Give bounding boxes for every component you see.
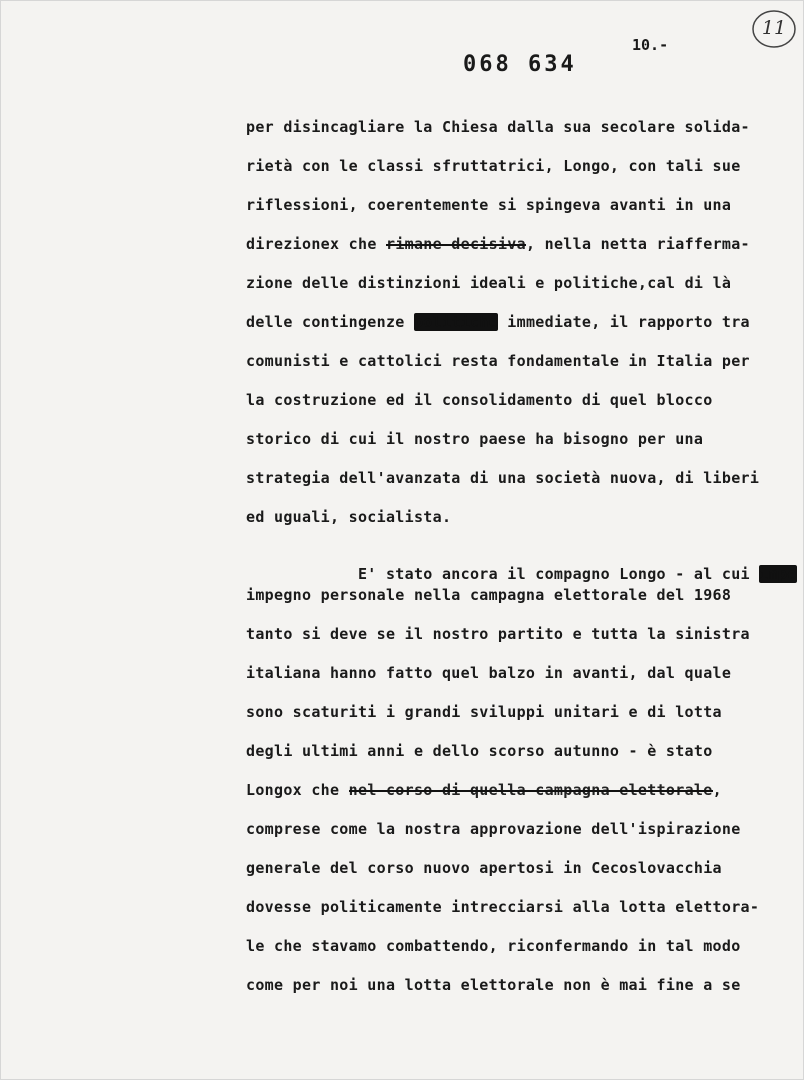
text-line-8: la costruzione ed il consolidamento di quel blocco (246, 391, 713, 409)
text-line-17: degli ultimi anni e dello scorso autunno - è stato (246, 742, 713, 760)
text-segment: E' stato ancora il compagno Longo - al cui (283, 565, 760, 583)
text-line-22: le che stavamo combattendo, riconfermando in tal modo (246, 937, 741, 955)
text-segment: direzione (246, 235, 330, 253)
text-line-6 (246, 313, 750, 331)
text-line-4 (246, 235, 750, 253)
text-segment: , (712, 781, 722, 799)
text-line-15: italiana hanno fatto quel balzo in avanti, dal quale (246, 664, 732, 682)
text-line-13: impegno personale nella campagna elettorale del 1968 (246, 586, 732, 604)
text-line-5 (246, 274, 731, 292)
text-segment: immediate, il rapporto tra (497, 313, 750, 331)
circled-number: 11 (761, 17, 787, 39)
text-segment: al di là (656, 274, 732, 292)
text-line-9: storico di cui il nostro paese ha bisogno per una (246, 430, 704, 448)
text-line-10: strategia dell'avanzata di una società nuova, di liberi (246, 469, 760, 487)
text-line-23: come per noi una lotta elettorale non è mai fine a se (246, 976, 741, 994)
text-line-11: ed uguali, socialista. (246, 508, 452, 526)
struck-through-text: rimane decisiva (385, 235, 526, 253)
circled-page-annotation (750, 6, 798, 54)
text-line-3: riflessioni, coerentemente si spingeva avanti in una (246, 196, 732, 214)
text-line-14: tanto si deve se il nostro partito e tutta la sinistra (246, 625, 750, 643)
text-line-1: per disincagliare la Chiesa dalla sua secolare solida- (246, 118, 750, 136)
text-segment: zione delle distinzioni ideali e politiche, (246, 274, 648, 292)
text-line-21: dovesse politicamente intrecciarsi alla lotta elettora- (246, 898, 760, 916)
text-segment: Longo (246, 781, 293, 799)
handwritten-insert-mark: x (292, 781, 302, 799)
text-line-20: generale del corso nuovo apertosi in Cecoslovacchia (246, 859, 722, 877)
text-line-18 (246, 781, 722, 799)
text-line-7: comunisti e cattolici resta fondamentale in Italia per (246, 352, 750, 370)
text-segment: , nella netta riafferma- (525, 235, 750, 253)
text-line-16: sono scaturiti i grandi sviluppi unitari e di lotta (246, 703, 722, 721)
page-number: 10.- (632, 36, 669, 54)
text-segment: che (302, 781, 349, 799)
struck-through-text: nel corso di quella campagna elettorale (348, 781, 713, 799)
document-number: 068 634 (463, 52, 577, 77)
text-line-2: rietà con le classi sfruttatrici, Longo, con tali sue (246, 157, 741, 175)
handwritten-insertion: c (647, 274, 657, 292)
redacted-word: impe (759, 565, 797, 583)
text-segment: che (339, 235, 386, 253)
text-segment: delle contingenze (246, 313, 414, 331)
handwritten-insert-mark: x (329, 235, 340, 253)
redacted-word: politiche (413, 313, 498, 331)
text-line-19: comprese come la nostra approvazione dell'ispirazione (246, 820, 741, 838)
